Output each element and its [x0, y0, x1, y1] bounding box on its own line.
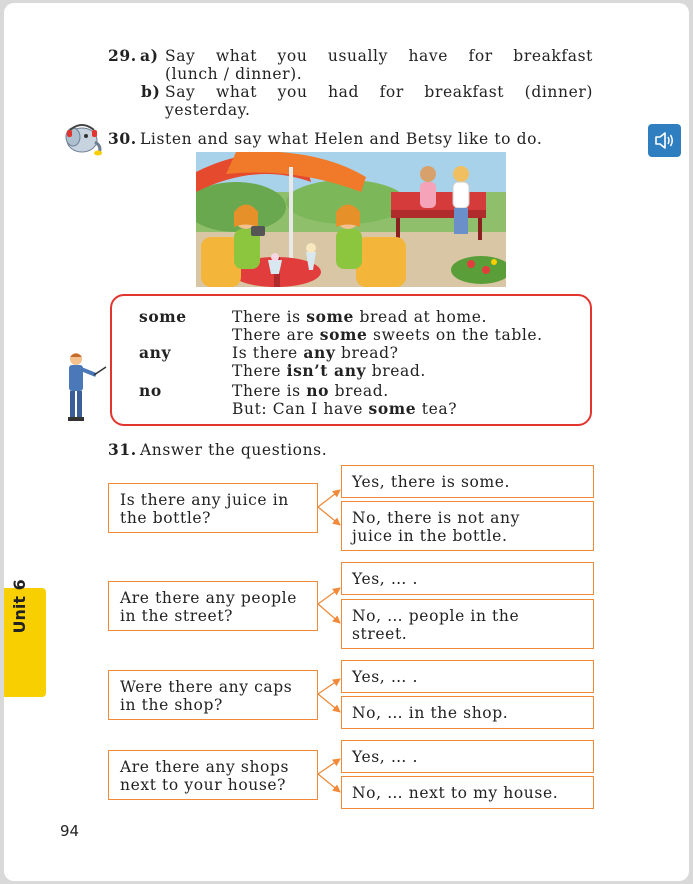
grammar-no-example-2: But: Can I have some tea?	[232, 399, 458, 418]
exercise-31-number: 31.	[108, 440, 137, 459]
question-line: next to your house?	[120, 776, 287, 794]
grammar-no-example-1: There is no bread.	[232, 381, 389, 400]
question-line: in the street?	[120, 607, 234, 625]
answer-line: No, … people in the	[352, 607, 520, 625]
grammar-any-example-2: There isn’t any bread.	[232, 361, 426, 380]
arrow-to-yes	[318, 759, 340, 774]
question-line: Are there any shops	[120, 758, 290, 776]
answer-line: No, … in the shop.	[352, 704, 509, 722]
grammar-some-example-2: There are some sweets on the table.	[232, 325, 543, 344]
exercise-29-b-line2: yesterday.	[165, 101, 251, 119]
answer-line: Yes, there is some.	[352, 473, 511, 491]
question-line: in the shop?	[120, 696, 223, 714]
exercise-29-b-line1: Say what you had for breakfast (dinner)	[165, 83, 593, 101]
exercise-30-number: 30.	[108, 129, 137, 148]
answer-line: No, … next to my house.	[352, 784, 559, 802]
answer-line: juice in the bottle.	[352, 527, 508, 545]
arrow-to-no	[318, 694, 340, 712]
exercise-29-b-marker: b)	[141, 82, 161, 101]
exercise-29-a-line2: (lunch / dinner).	[165, 65, 303, 83]
grammar-word-any: any	[139, 343, 172, 362]
answer-line: Yes, … .	[352, 570, 419, 588]
arrow-to-yes	[318, 679, 340, 694]
answer-line: street.	[352, 625, 408, 643]
exercise-31-instruction: Answer the questions.	[140, 441, 328, 459]
arrow-to-yes	[318, 490, 340, 507]
question-line: Were there any caps	[120, 678, 293, 696]
answer-line: Yes, … .	[352, 668, 419, 686]
unit-tab-label: Unit 6	[10, 579, 29, 634]
exercise-29-number: 29.	[108, 46, 137, 65]
arrow-to-no	[318, 604, 340, 623]
arrow-to-no	[318, 774, 340, 792]
page-number: 94	[60, 822, 80, 840]
unit-tab[interactable]	[4, 579, 46, 697]
grammar-word-no: no	[139, 381, 162, 400]
exercise-29-a-marker: a)	[140, 46, 159, 65]
question-line: Are there any people	[120, 589, 297, 607]
answer-line: No, there is not any	[352, 509, 520, 527]
grammar-any-example-1: Is there any bread?	[232, 343, 399, 362]
arrow-to-no	[318, 507, 340, 525]
grammar-some-example-1: There is some bread at home.	[232, 307, 488, 326]
answer-line: Yes, … .	[352, 748, 419, 766]
arrow-to-yes	[318, 588, 340, 604]
question-line: the bottle?	[120, 509, 212, 527]
exercise-30-instruction: Listen and say what Helen and Betsy like to do.	[140, 130, 543, 148]
grammar-word-some: some	[139, 307, 187, 326]
question-line: Is there any juice in	[120, 491, 289, 509]
exercise-29-a-line1: Say what you usually have for breakfast	[165, 47, 593, 65]
